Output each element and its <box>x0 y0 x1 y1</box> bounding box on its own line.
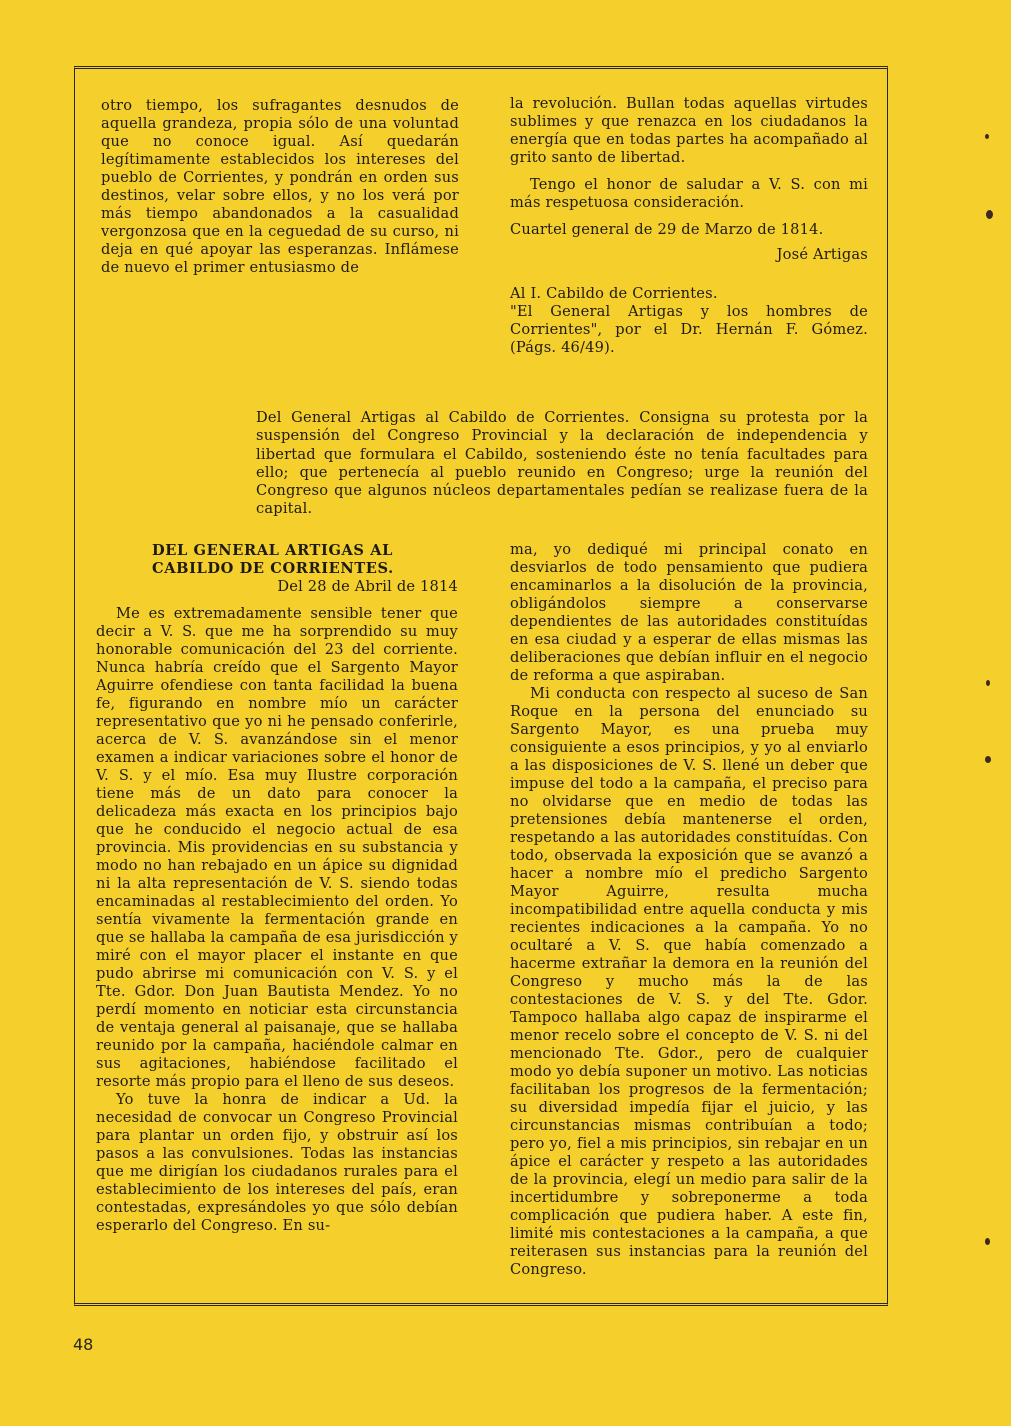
document-summary: Del General Artigas al Cabildo de Corrientes. Consigna su protesta por la suspensión del Congreso Provincial y la declaración de independencia y libertad que formulara el Cabildo, sosteniendo éste no tenía facultades para ello; que pertenecía al pueblo reunido en Congreso; urge la reunión del Congreso que algunos núcleos departamentales pedían se realizase fuera de la capital. <box>256 409 868 518</box>
page-number: 48 <box>73 1335 94 1354</box>
top-right-column <box>510 95 868 357</box>
margin-speck <box>985 1238 990 1245</box>
bottom-left-column <box>96 542 458 1235</box>
top-left-column <box>101 97 459 277</box>
margin-speck <box>986 680 990 686</box>
margin-speck <box>985 756 991 763</box>
letter-dateline: Del 28 de Abril de 1814 <box>277 578 458 595</box>
source-citation: "El General Artigas y los hombres de Corrientes", por el Dr. Hernán F. Gómez. (Págs. 46/49). <box>510 303 868 356</box>
letter-paragraph-4: Mi conducta con respecto al suceso de San Roque en la persona del enunciado su Sargento Mayor, es una prueba muy consiguiente a esos principios, y yo al enviarlo a las disposiciones de V. S. llené un deber que impuse del todo a la campaña, el preciso para no olvidarse que en medio de todas las pretensiones debía mantenerse el orden, respetando a las autoridades constituídas. Con todo, observada la exposición que se avanzó a hacer a nombre mío el predicho Sargento Mayor Aguirre, resulta mucha incompatibilidad entre aquella conducta y mis recientes indicaciones a la campaña. Yo no ocultaré a V. S. que había comenzado a hacerme extrañar la demora en la reunión del Congreso y mucho más la de las contestaciones de V. S. y del Tte. Gdor. Tampoco hallaba algo capaz de inspirarme el menor recelo sobre el concepto de V. S. ni del mencionado Tte. Gdor., pero de cualquier modo yo debía suponer un motivo. Las noticias facilitaban los progresos de la fermentación; su diversidad impedía fijar el juicio, y las circunstancias mismas contribuían a todo; pero yo, fiel a mis principios, sin rebajar en un ápice el carácter y respeto a las autoridades de la provincia, elegí un medio para salir de la incertidumbre y sobreponerme a toda complicación que pudiera haber. A este fin, limité mis contestaciones a la campaña, a que reiterasen sus instancias para la reunión del Congreso. <box>510 685 868 1278</box>
letter-paragraph-2: Yo tuve la honra de indicar a Ud. la necesidad de convocar un Congreso Provincial para plantar un orden fijo, y obstruir así los pasos a las convulsiones. Todas las instancias que me dirigían los ciudadanos rurales para el establecimiento de los intereses del país, eran contestadas, expresándoles yo que sólo debían esperarlo del Congreso. En su- <box>96 1091 458 1234</box>
letter-heading: DEL GENERAL ARTIGAS AL CABILDO DE CORRIENTES. <box>152 542 394 577</box>
bottom-right-column <box>510 541 868 1279</box>
salutation-paragraph: Tengo el honor de saludar a V. S. con mi más respetuosa consideración. <box>510 176 868 211</box>
addressee-line: Al I. Cabildo de Corrientes. <box>510 285 718 302</box>
letter-paragraph-3: ma, yo dediqué mi principal conato en desviarlos de todo pensamiento que pudiera encaminarlos a la disolución de la provincia, obligándolos siempre a conservarse dependientes de las autoridades constituídas en esa ciudad y a esperar de ellas mismas las deliberaciones que debían influir en el negocio de reforma a que aspiraban. <box>510 541 868 684</box>
margin-speck <box>985 134 989 139</box>
letter-paragraph-1: Me es extremadamente sensible tener que decir a V. S. que me ha sorprendido su muy honorable comunicación del 23 del corriente. Nunca habría creído que el Sargento Mayor Aguirre ofendiese con tanta facilidad la buena fe, figurando en nombre mío un carácter representativo que yo ni he pensado conferirle, acerca de V. S. avanzándose sin el menor examen a indicar variaciones sobre el honor de V. S. y el mío. Esa muy Ilustre corporación tiene más de un dato para conocer la delicadeza más exacta en los principios bajo que he conducido el negocio actual de esa provincia. Mis providencias en su substancia y modo no han rebajado en un ápice su dignidad ni la alta representación de V. S. siendo todas encaminadas al restablecimiento del orden. Yo sentía vivamente la fermentación grande en que se hallaba la campaña de esa jurisdicción y miré con el mayor placer el instante en que pudo abrirse mi comunicación con V. S. y el Tte. Gdor. Don Juan Bautista Mendez. Yo no perdí momento en noticiar esta circunstancia de ventaja general al paisanaje, que se hallaba reunido por la campaña, haciéndole calmar en sus agitaciones, habiéndose facilitado el resorte más propio para el lleno de sus deseos. <box>96 605 458 1090</box>
margin-speck <box>986 210 993 219</box>
signature: José Artigas <box>776 246 868 263</box>
closing-paragraph: la revolución. Bullan todas aquellas virtudes sublimes y que renazca en los ciudadanos la energía que en todas partes ha acompañado al grito santo de libertad. <box>510 95 868 166</box>
continued-paragraph: otro tiempo, los sufragantes desnudos de aquella grandeza, propia sólo de una voluntad que no conoce igual. Así quedarán legítimamente establecidos los intereses del pueblo de Corrientes, y pondrán en orden sus destinos, velar sobre ellos, y no los verá por más tiempo abandonados a la casualidad vergonzosa que en la ceguedad de su curso, ni deja en qué apoyar las esperanzas. Inflámese de nuevo el primer entusiasmo de <box>101 97 459 276</box>
place-date-line: Cuartel general de 29 de Marzo de 1814. <box>510 221 824 238</box>
